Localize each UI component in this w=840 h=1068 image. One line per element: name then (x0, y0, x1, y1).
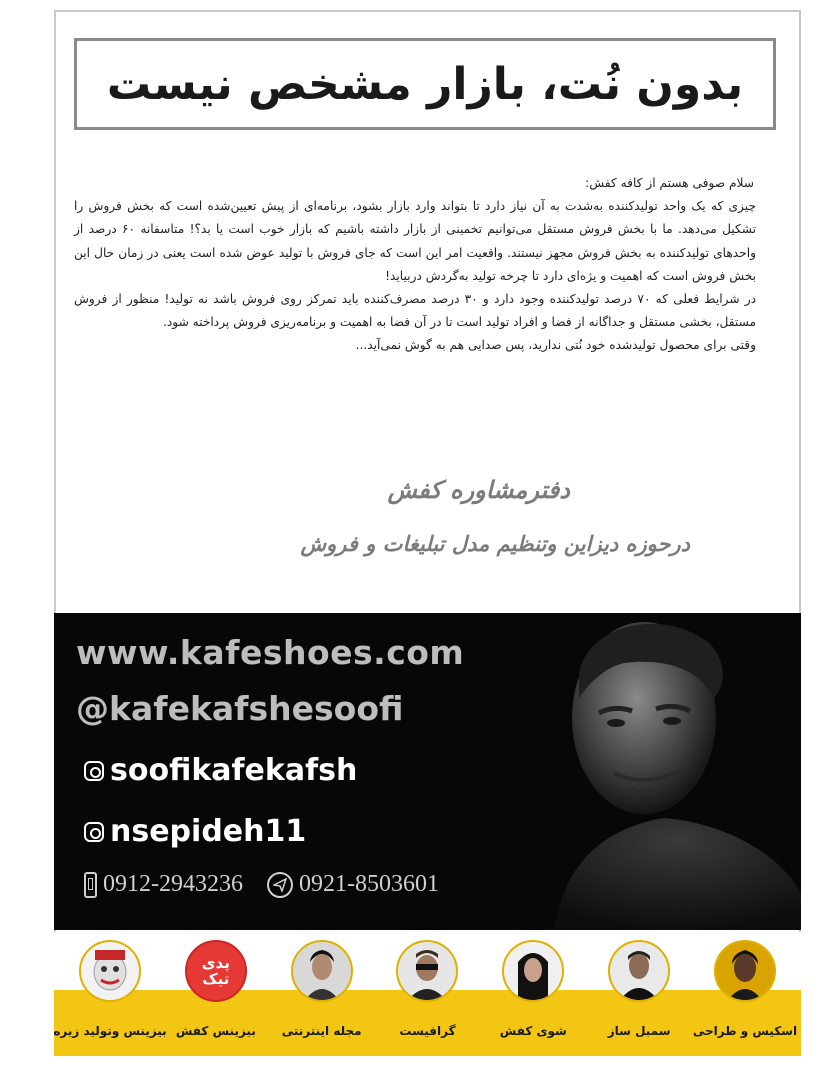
telegram-handle[interactable]: @kafekafshesoofi (76, 689, 404, 728)
partner-label: گرافیست (399, 1024, 456, 1038)
instagram-handle-text: nsepideh11 (110, 814, 307, 849)
logo-line-1: پدی (201, 954, 230, 972)
website-link[interactable]: www.kafeshoes.com (76, 633, 465, 672)
partner-label: شوی کفش (499, 1024, 567, 1038)
logo-line-2: تیک (202, 970, 230, 988)
partner-label: مجله اینترنتی (281, 1024, 362, 1038)
partner-list (53, 940, 798, 1056)
partner-label: بیزینس وتولید زیره (53, 1024, 167, 1038)
partner-item[interactable] (272, 940, 372, 1056)
partner-item[interactable] (377, 940, 477, 1056)
headline-box (74, 38, 776, 130)
partner-item[interactable] (589, 940, 689, 1056)
telegram-send-icon (267, 872, 293, 898)
mobile-phone-number: 0912-2943236 (103, 871, 243, 897)
phone-numbers (84, 871, 439, 898)
article-paragraph: در شرایط فعلی که ۷۰ درصد تولیدکننده وجود دارد و ۳۰ درصد مصرف‌کننده باید تمرکز روی فروش باشد نه تولید! منظور از فروش مستقل، بخشی مستقل و جداگانه از فضا و افراد تولید است تا در آن فضا به اهمیت و برنامه‌ریزی فروش پرداخته شود. (74, 292, 757, 330)
paditik-logo (185, 940, 247, 1002)
instagram-icon (84, 761, 104, 781)
consultancy-name: دفترمشاوره کفش (387, 476, 570, 504)
partner-avatar (79, 940, 141, 1002)
article-paragraph: چیزی که یک واحد تولیدکننده به‌شدت به آن نیاز دارد تا بتواند وارد بازار بشود، برنامه‌ای از پیش تعیین‌شده است که بخش فروش را تشکیل می‌دهد. ما با بخش فروش مستقل می‌توانیم تخمینی از بازار داشته باشیم که بازار خوب است یا بد؟! متاسفانه ۶۰ درصد از واحدهای تولیدکننده به بخش فروش مجهز نیستند. واقعیت امر این است که جای فروش با تولید عوض شده است یعنی در زمان حال این بخش فروش است که اهمیت و یژه‌ای دارد تا چرخه تولید به‌گردش دربیاید! (74, 199, 756, 283)
telegram-phone[interactable] (267, 871, 439, 898)
telegram-phone-number: 0921-8503601 (299, 871, 439, 897)
partner-label: بیزینس کفش (175, 1024, 256, 1038)
article-greeting: سلام صوفی هستم از کافه کفش: (585, 176, 754, 190)
instagram-handle-2[interactable] (84, 814, 306, 849)
partner-item[interactable] (692, 940, 798, 1056)
partner-avatar (502, 940, 564, 1002)
partner-label: سمبل ساز (607, 1024, 671, 1038)
headline: بدون نُت، بازار مشخص نیست (106, 58, 744, 110)
partner-avatar (396, 940, 458, 1002)
mobile-phone-icon (84, 872, 97, 898)
mobile-phone[interactable] (84, 871, 243, 898)
instagram-icon (84, 822, 104, 842)
contact-panel (54, 613, 801, 930)
instagram-handle-1[interactable] (84, 753, 357, 788)
partner-label: اسکیس و طراحی (692, 1024, 798, 1038)
partner-avatar (714, 940, 776, 1002)
partner-avatar (291, 940, 353, 1002)
partner-item[interactable] (483, 940, 583, 1056)
partner-item[interactable] (166, 940, 266, 1056)
portrait-photo (514, 613, 801, 930)
article-body (74, 172, 774, 358)
partners-bar (54, 932, 801, 1056)
consultancy-services: درحوزه دیزاین وتنظیم مدل تبلیغات و فروش (300, 532, 690, 556)
partner-item[interactable] (53, 940, 167, 1056)
article-paragraph: وقتی برای محصول تولیدشده خود نُتی ندارید، پس صدایی هم به گوش نمی‌آید... (355, 338, 756, 353)
instagram-handle-text: soofikafekafsh (110, 753, 358, 788)
partner-avatar (608, 940, 670, 1002)
